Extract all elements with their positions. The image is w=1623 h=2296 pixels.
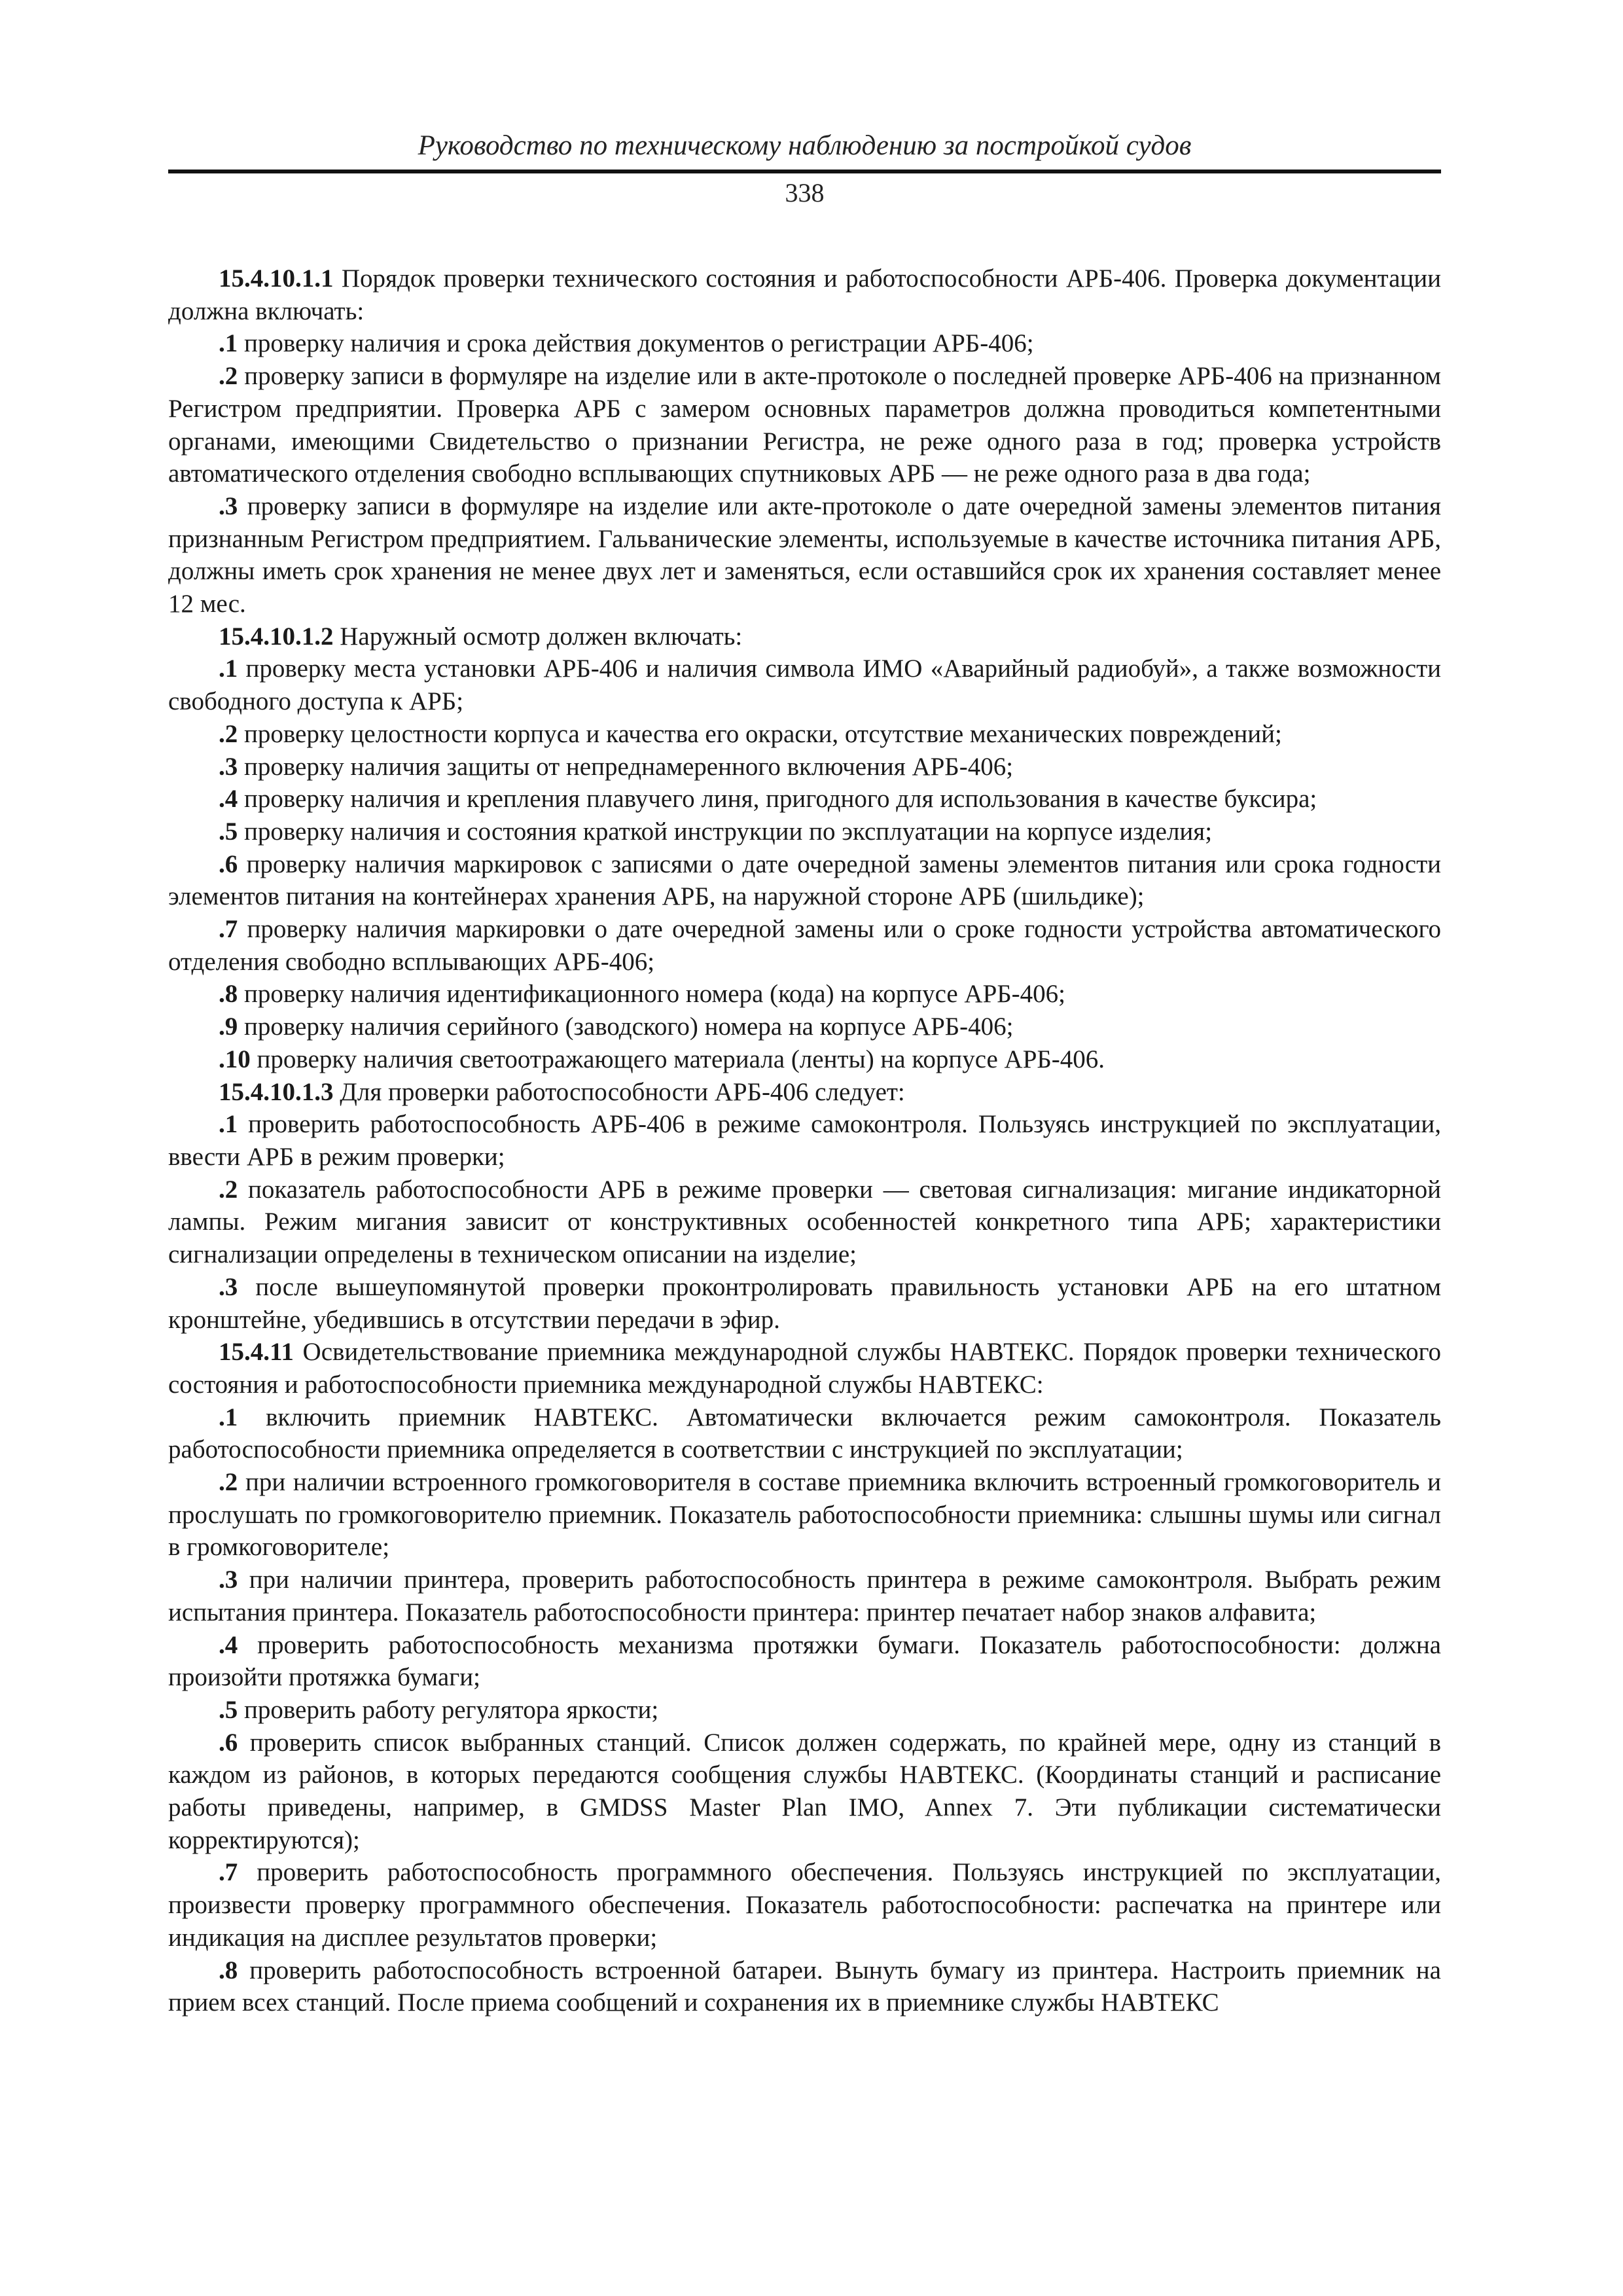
paragraph-number: .10: [219, 1045, 251, 1073]
paragraph-text: проверку наличия защиты от непреднамеренного включения АРБ-406;: [238, 752, 1014, 781]
paragraph-number: .7: [219, 1858, 238, 1887]
paragraph-text: проверку целостности корпуса и качества его окраски, отсутствие механических повреждений;: [238, 719, 1282, 748]
paragraph-text: показатель работоспособности АРБ в режиме проверки — световая сигнализация: мигание индикаторной лампы. Режим мигания зависит от конструктивных особенностей конкретного типа АРБ; характеристики сигнализации определены в техническом описании на изделие;: [168, 1175, 1441, 1269]
paragraph-text: проверку наличия и крепления плавучего линя, пригодного для использования в качестве буксира;: [238, 785, 1317, 814]
paragraph: [168, 751, 1441, 783]
paragraph-number: .3: [219, 752, 238, 781]
paragraph-text: после вышеупомянутой проверки проконтролировать правильность установки АРБ на его штатном кронштейне, убедившись в отсутствии передачи в эфир.: [168, 1272, 1441, 1334]
paragraph-number: .4: [219, 1630, 238, 1659]
header-rule: [168, 170, 1441, 173]
paragraph: [168, 783, 1441, 816]
paragraph: [168, 718, 1441, 751]
paragraph: [168, 816, 1441, 848]
paragraph-number: .8: [219, 1956, 238, 1984]
paragraph: [168, 1108, 1441, 1173]
paragraph-text: проверку наличия и срока действия документов о регистрации АРБ-406;: [238, 329, 1034, 358]
paragraph-number: .1: [219, 1403, 238, 1431]
paragraph: [168, 360, 1441, 490]
paragraph-number: .5: [219, 1695, 238, 1724]
document-page: [168, 128, 1441, 2019]
paragraph: [168, 848, 1441, 913]
paragraph-text: проверку записи в формуляре на изделие или акте-протоколе о дате очередной замены элементов питания признанным Регистром предприятием. Гальванические элементы, используемые в качестве источника питания АРБ, должны иметь срок хранения не менее двух лет и заменяться, если оставшийся срок их хранения составляет менее 12 мес.: [168, 492, 1441, 619]
paragraph-number: .2: [219, 1468, 238, 1497]
paragraph-text: Порядок проверки технического состояния и работоспособности АРБ-406. Проверка документации должна включать:: [168, 264, 1441, 325]
body-text: [168, 262, 1441, 2019]
paragraph-text: включить приемник НАВТЕКС. Автоматически включается режим самоконтроля. Показатель работоспособности приемника определяется в соответствии с инструкцией по эксплуатации;: [168, 1403, 1441, 1464]
running-title: Руководство по техническому наблюдению за постройкой судов: [418, 130, 1192, 161]
paragraph-text: проверку наличия и состояния краткой инструкции по эксплуатации на корпусе изделия;: [238, 817, 1213, 846]
paragraph-number: .2: [219, 719, 238, 748]
paragraph: [168, 1629, 1441, 1694]
paragraph: [168, 1011, 1441, 1043]
paragraph-text: Освидетельствование приемника международной службы НАВТЕКС. Порядок проверки технического состояния и работоспособности приемника международной службы НАВТЕКС:: [168, 1338, 1441, 1399]
paragraph: [168, 1694, 1441, 1727]
paragraph-text: Для проверки работоспособности АРБ-406 следует:: [333, 1077, 905, 1106]
paragraph: [168, 1466, 1441, 1564]
paragraph-number: .6: [219, 850, 238, 878]
paragraph-text: проверить список выбранных станций. Список должен содержать, по крайней мере, одну из станций в каждом из районов, в которых передаются сообщения службы НАВТЕКС. (Координаты станций и расписание работы приведены, например, в GMDSS Master Plan IMO, Annex 7. Эти публикации систематически корректируются);: [168, 1728, 1441, 1854]
paragraph-text: проверку наличия светоотражающего материала (ленты) на корпусе АРБ-406.: [250, 1045, 1105, 1073]
paragraph: [168, 1271, 1441, 1336]
paragraph-number: .9: [219, 1013, 238, 1041]
paragraph: [168, 1727, 1441, 1857]
page-number: 338: [785, 178, 825, 207]
paragraph-number: .8: [219, 980, 238, 1009]
paragraph-number: .1: [219, 655, 238, 683]
paragraph-text: при наличии встроенного громкоговорителя в составе приемника включить встроенный громкоговоритель и прослушать по громкоговорителю приемник. Показатель работоспособности приемника: слышны шумы или сигнал в громкоговорителе;: [168, 1468, 1441, 1562]
paragraph-text: проверку наличия маркировок с записями о дате очередной замены элементов питания или срока годности элементов питания на контейнерах хранения АРБ, на наружной стороне АРБ (шильдике);: [168, 850, 1441, 911]
paragraph: [168, 1043, 1441, 1076]
paragraph-number: 15.4.11: [219, 1338, 294, 1367]
paragraph-number: .7: [219, 915, 238, 944]
paragraph-text: проверить работоспособность механизма протяжки бумаги. Показатель работоспособности: должна произойти протяжка бумаги;: [168, 1630, 1441, 1692]
paragraph-text: проверить работоспособность встроенной батареи. Вынуть бумагу из принтера. Настроить приемник на прием всех станций. После приема сообщений и сохранения их в приемнике службы НАВТЕКС: [168, 1956, 1441, 2017]
paragraph-number: .1: [219, 1110, 238, 1139]
paragraph: [168, 327, 1441, 360]
paragraph: [168, 262, 1441, 327]
paragraph-text: проверку записи в формуляре на изделие или в акте-протоколе о последней проверке АРБ-406 на признанном Регистром предприятии. Проверка АРБ с замером основных параметров должна проводиться компетентными органами, имеющими Свидетельство о признании Регистра, не реже одного раза в год; проверка устройств автоматического отделения свободно всплывающих спутниковых АРБ — не реже одного раза в два года;: [168, 362, 1441, 488]
paragraph-number: 15.4.10.1.3: [219, 1077, 334, 1106]
paragraph-text: проверить работоспособность программного обеспечения. Пользуясь инструкцией по эксплуатации, произвести проверку программного обеспечения. Показатель работоспособности: распечатка на принтере или индикация на дисплее результатов проверки;: [168, 1858, 1441, 1952]
paragraph: [168, 1564, 1441, 1628]
paragraph-number: .1: [219, 329, 238, 358]
paragraph: [168, 1954, 1441, 2019]
paragraph-text: Наружный осмотр должен включать:: [333, 622, 743, 651]
paragraph: [168, 913, 1441, 978]
paragraph-text: проверку наличия идентификационного номера (кода) на корпусе АРБ-406;: [238, 980, 1066, 1009]
paragraph-number: 15.4.10.1.2: [219, 622, 334, 651]
paragraph: [168, 1076, 1441, 1109]
paragraph: [168, 978, 1441, 1011]
paragraph-text: проверку наличия серийного (заводского) номера на корпусе АРБ-406;: [238, 1013, 1014, 1041]
paragraph-text: проверить работоспособность АРБ-406 в режиме самоконтроля. Пользуясь инструкцией по эксплуатации, ввести АРБ в режим проверки;: [168, 1110, 1441, 1171]
paragraph-number: .2: [219, 362, 238, 391]
paragraph-number: .3: [219, 1272, 238, 1301]
paragraph-text: при наличии принтера, проверить работоспособность принтера в режиме самоконтроля. Выбрать режим испытания принтера. Показатель работоспособности принтера: принтер печатает набор знаков алфавита;: [168, 1566, 1441, 1626]
paragraph: [168, 653, 1441, 717]
paragraph: [168, 1174, 1441, 1271]
paragraph-text: проверку места установки АРБ-406 и наличия символа ИМО «Аварийный радиобуй», а также возможности свободного доступа к АРБ;: [168, 655, 1441, 716]
paragraph-number: .5: [219, 817, 238, 846]
paragraph-text: проверить работу регулятора яркости;: [238, 1695, 659, 1724]
paragraph: [168, 1336, 1441, 1401]
paragraph-number: 15.4.10.1.1: [219, 264, 334, 293]
paragraph-number: .4: [219, 785, 238, 814]
paragraph: [168, 1856, 1441, 1954]
paragraph-number: .3: [219, 1566, 238, 1594]
paragraph: [168, 620, 1441, 653]
paragraph-number: .2: [219, 1175, 238, 1204]
paragraph: [168, 1401, 1441, 1466]
paragraph-number: .3: [219, 492, 238, 520]
paragraph: [168, 490, 1441, 620]
paragraph-text: проверку наличия маркировки о дате очередной замены или о сроке годности устройства автоматического отделения свободно всплывающих АРБ-406;: [168, 915, 1441, 976]
paragraph-number: .6: [219, 1728, 238, 1757]
